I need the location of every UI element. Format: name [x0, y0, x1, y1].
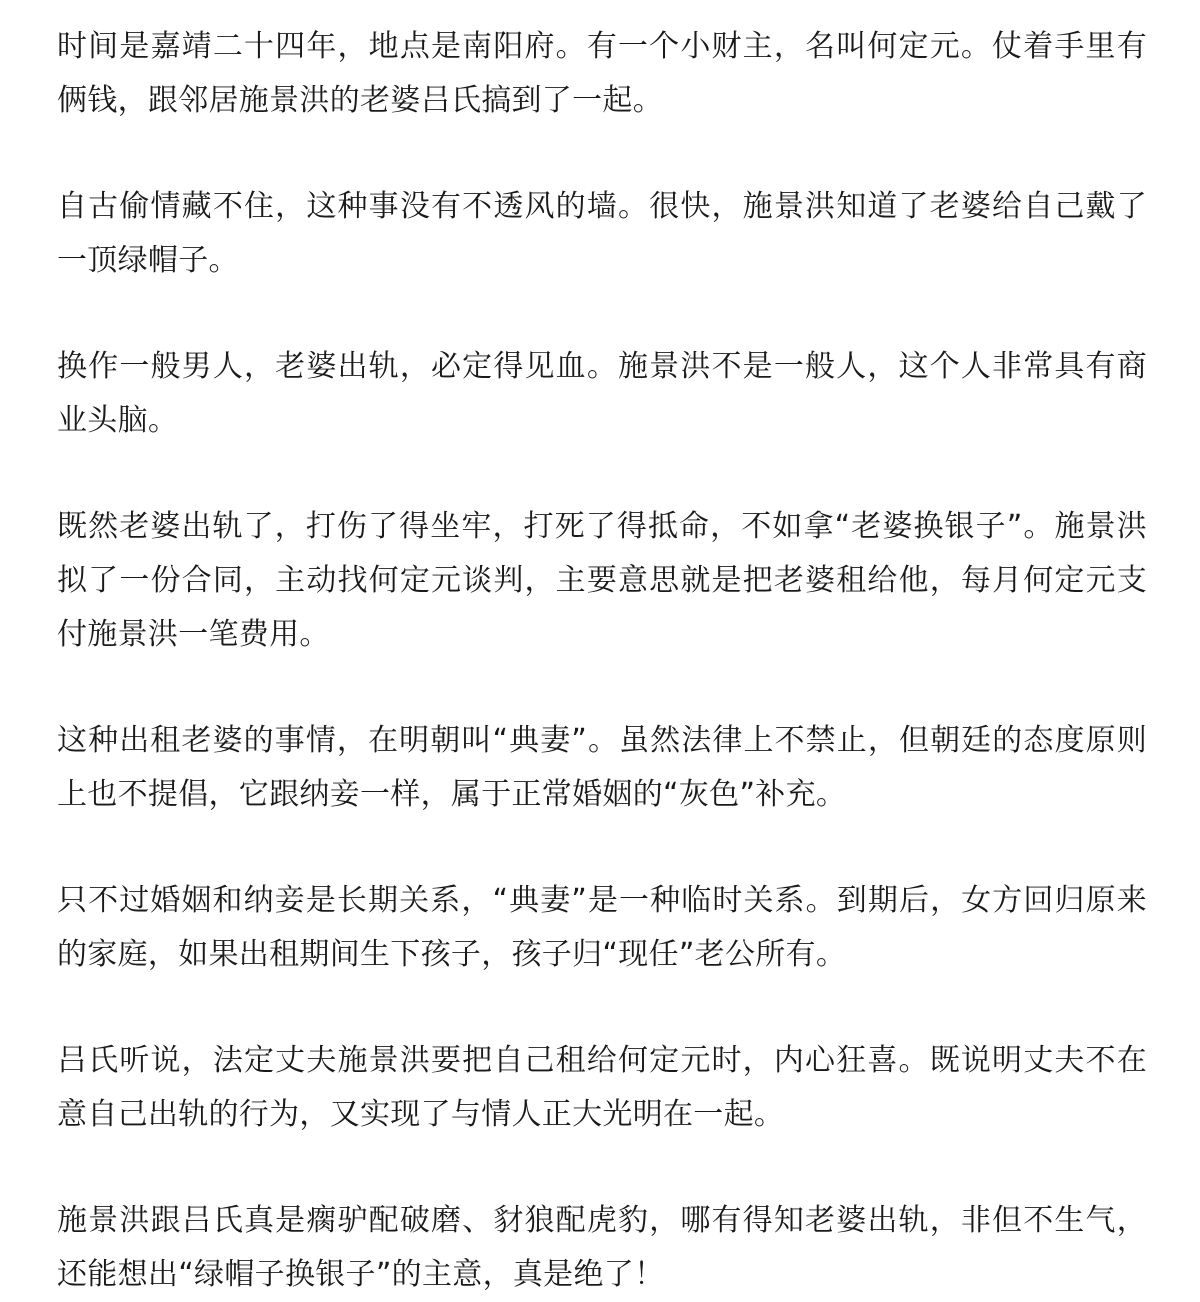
- paragraph-5: 这种出租老婆的事情，在明朝叫“典妻”。虽然法律上不禁止，但朝廷的态度原则上也不提倡，它跟纳妾一样，属于正常婚姻的“灰色”补充。: [57, 723, 1147, 812]
- paragraph-7: 吕氏听说，法定丈夫施景洪要把自己租给何定元时，内心狂喜。既说明丈夫不在意自己出轨的行为，又实现了与情人正大光明在一起。: [57, 1043, 1147, 1132]
- paragraph-3: 换作一般男人，老婆出轨，必定得见血。施景洪不是一般人，这个人非常具有商业头脑。: [57, 349, 1147, 438]
- paragraph-1: 时间是嘉靖二十四年，地点是南阳府。有一个小财主，名叫何定元。仗着手里有俩钱，跟邻居施景洪的老婆吕氏搞到了一起。: [57, 29, 1147, 118]
- paragraph-6: 只不过婚姻和纳妾是长期关系，“典妻”是一种临时关系。到期后，女方回归原来的家庭，如果出租期间生下孩子，孩子归“现任”老公所有。: [57, 883, 1147, 972]
- article-body: [57, 20, 1147, 1302]
- paragraph-2: 自古偷情藏不住，这种事没有不透风的墙。很快，施景洪知道了老婆给自己戴了一顶绿帽子。: [57, 189, 1147, 278]
- paragraph-4: 既然老婆出轨了，打伤了得坐牢，打死了得抵命，不如拿“老婆换银子”。施景洪拟了一份合同，主动找何定元谈判，主要意思就是把老婆租给他，每月何定元支付施景洪一笔费用。: [57, 509, 1147, 652]
- paragraph-8: 施景洪跟吕氏真是瘸驴配破磨、豺狼配虎豹，哪有得知老婆出轨，非但不生气，还能想出“绿帽子换银子”的主意，真是绝了！: [57, 1203, 1147, 1292]
